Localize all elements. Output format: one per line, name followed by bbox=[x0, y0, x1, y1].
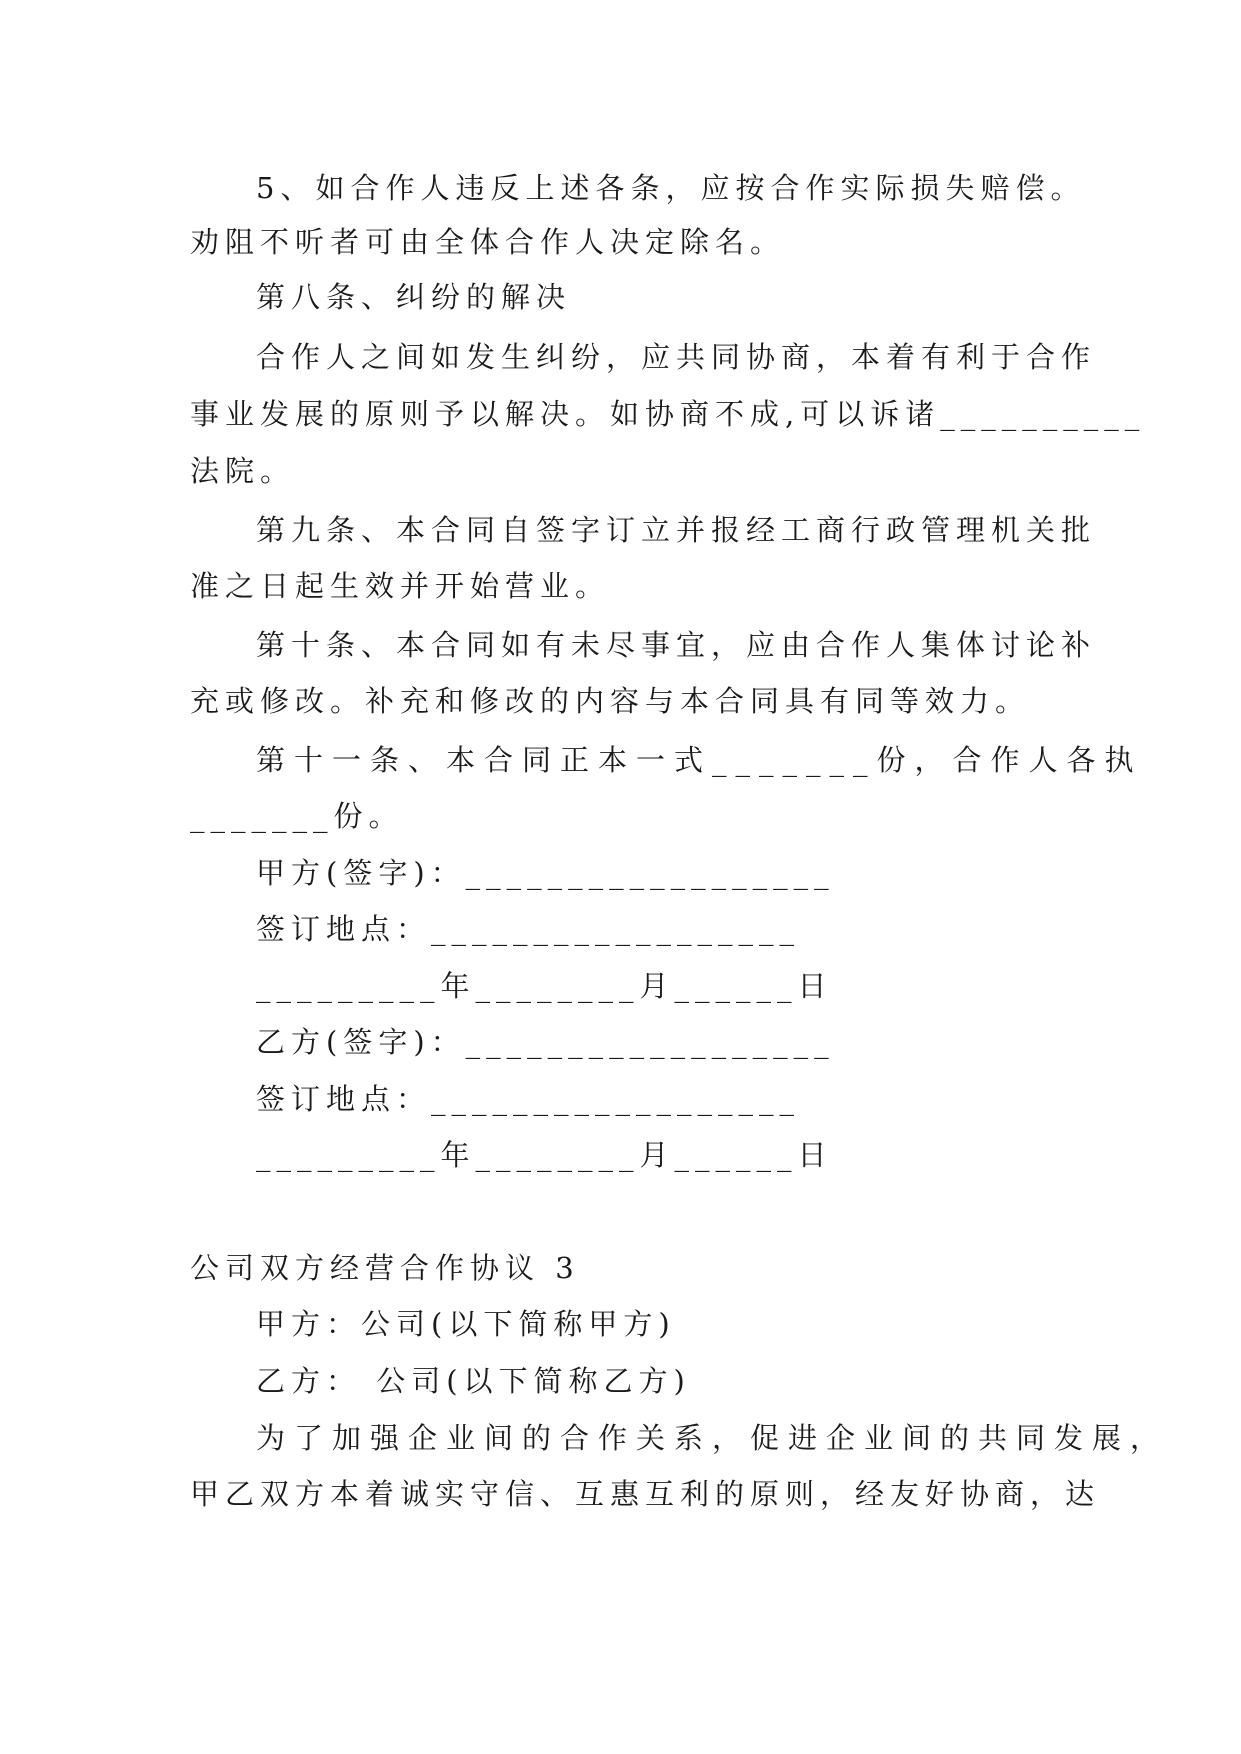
preamble-line-1: 为了加强企业间的合作关系，促进企业间的共同发展， bbox=[256, 1421, 1169, 1455]
party-b-signing-place: 签订地点：__________________ bbox=[256, 1082, 801, 1116]
party-a-signing-place: 签订地点：__________________ bbox=[256, 912, 801, 946]
article-10-line-2: 充或修改。补充和修改的内容与本合同具有同等效力。 bbox=[190, 684, 1031, 718]
party-b-date: _________年________月______日 bbox=[256, 1138, 833, 1172]
article-9-line-1: 第九条、本合同自签字订立并报经工商行政管理机关批 bbox=[256, 513, 1097, 547]
article-10-line-1: 第十条、本合同如有未尽事宜，应由合作人集体讨论补 bbox=[256, 628, 1097, 662]
section-title: 公司双方经营合作协议 3 bbox=[190, 1251, 580, 1285]
clause-5-line-1: 5、如合作人违反上述各条，应按合作实际损失赔偿。 bbox=[256, 171, 1086, 205]
party-b-name: 乙方： 公司(以下简称乙方) bbox=[256, 1364, 691, 1398]
article-8-line-3: 法院。 bbox=[190, 454, 296, 488]
article-11-line-2: _______份。 bbox=[190, 799, 404, 833]
preamble-line-2: 甲乙双方本着诚实守信、互惠互利的原则，经友好协商，达 bbox=[190, 1477, 1101, 1511]
article-8-line-1: 合作人之间如发生纠纷，应共同协商，本着有利于合作 bbox=[256, 340, 1097, 374]
article-8-line-2: 事业发展的原则予以解决。如协商不成,可以诉诸__________ bbox=[190, 397, 1146, 431]
article-8-heading: 第八条、纠纷的解决 bbox=[256, 280, 572, 314]
party-a-name: 甲方：公司(以下简称甲方) bbox=[256, 1307, 676, 1341]
party-a-signature: 甲方(签字)：__________________ bbox=[256, 856, 835, 890]
article-11-line-1: 第十一条、本合同正本一式_______份，合作人各执 bbox=[256, 743, 1143, 777]
article-9-line-2: 准之日起生效并开始营业。 bbox=[190, 569, 611, 603]
party-a-date: _________年________月______日 bbox=[256, 969, 833, 1003]
clause-5-line-2: 劝阻不听者可由全体合作人决定除名。 bbox=[190, 225, 786, 259]
party-b-signature: 乙方(签字)：__________________ bbox=[256, 1025, 835, 1059]
